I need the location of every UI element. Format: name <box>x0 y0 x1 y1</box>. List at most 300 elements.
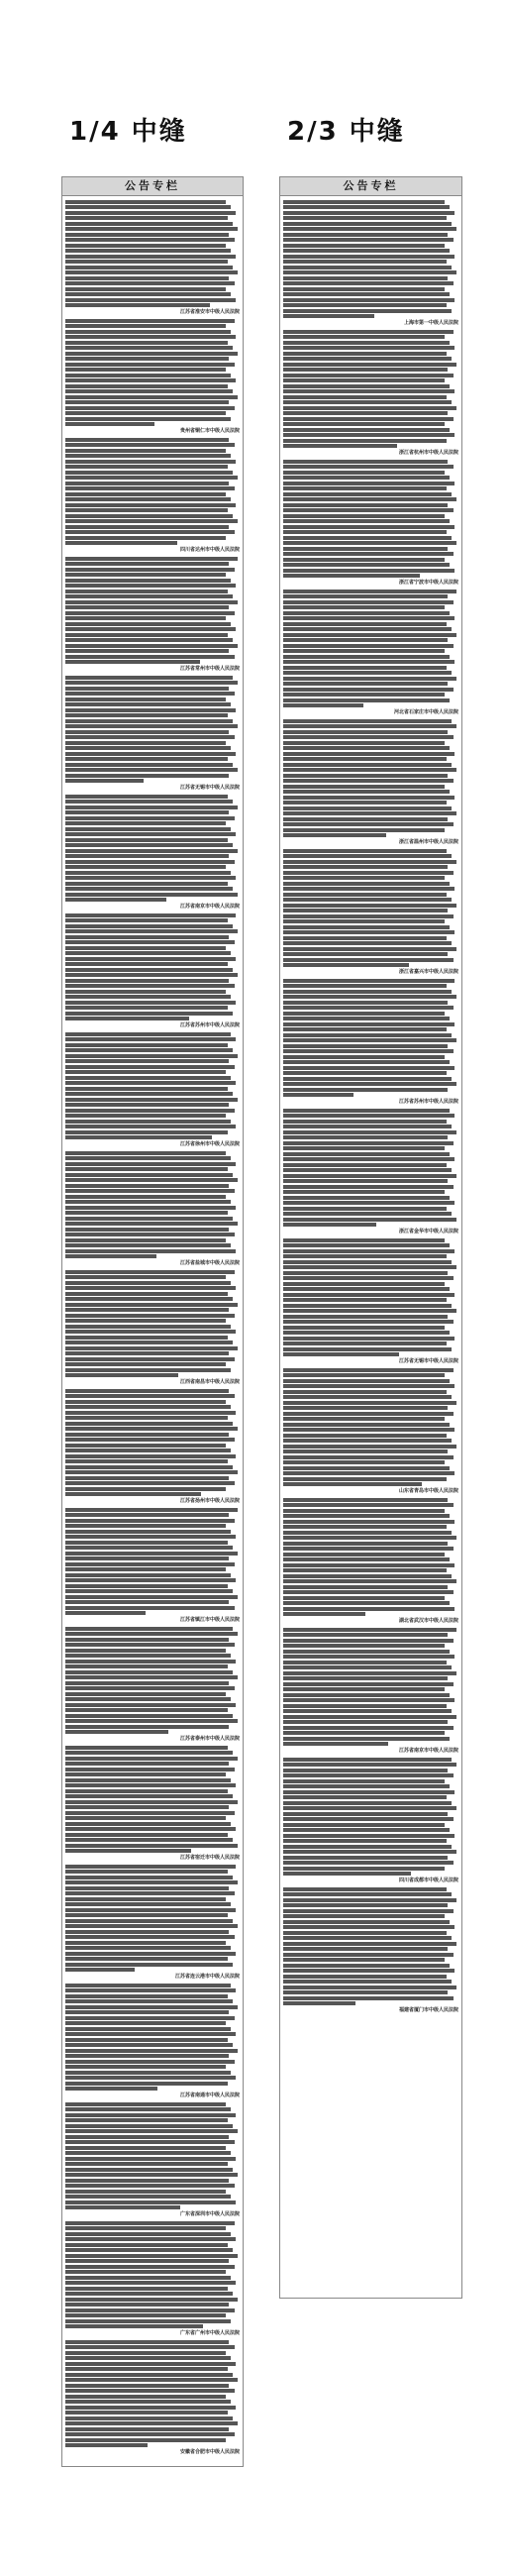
text-line <box>283 1368 454 1372</box>
text-line <box>65 1541 228 1545</box>
text-line <box>283 1909 454 1913</box>
text-line <box>65 562 229 566</box>
text-line <box>65 1492 201 1496</box>
text-line <box>283 1185 454 1189</box>
text-line <box>65 1935 235 1939</box>
text-line <box>65 2076 236 2080</box>
text-line <box>65 774 229 778</box>
text-line <box>283 536 452 540</box>
text-line <box>65 1968 135 1972</box>
court-name: 广东省广州市中级人民法院 <box>179 2329 240 2336</box>
text-line <box>65 2367 228 2371</box>
text-line <box>65 1632 238 1636</box>
text-line <box>283 508 454 512</box>
text-line <box>65 1584 228 1588</box>
text-line <box>65 1930 229 1934</box>
text-line <box>283 569 454 573</box>
text-line <box>283 1872 411 1876</box>
text-line <box>65 627 236 631</box>
text-line <box>65 1535 236 1539</box>
text-line <box>65 1211 228 1215</box>
text-line <box>65 2016 235 2020</box>
text-line <box>283 514 445 518</box>
text-line <box>283 887 454 891</box>
text-line <box>283 1276 454 1280</box>
text-line <box>65 1643 235 1647</box>
text-line <box>283 244 445 248</box>
text-line <box>283 671 452 675</box>
text-line <box>283 660 454 664</box>
notice-item <box>283 1368 458 1495</box>
text-line <box>65 946 226 950</box>
text-line <box>65 1048 233 1052</box>
text-line <box>65 795 228 799</box>
text-line <box>65 2276 231 2280</box>
text-line <box>65 898 166 902</box>
text-line <box>283 849 447 853</box>
text-line <box>65 266 233 269</box>
text-line <box>283 1071 447 1075</box>
text-line <box>65 2205 180 2209</box>
text-line <box>65 497 231 501</box>
text-line <box>65 1081 236 1085</box>
court-name: 江苏省苏州市中级人民法院 <box>179 1021 240 1028</box>
text-line <box>283 995 456 999</box>
notice-text-lines <box>65 1032 240 1140</box>
text-line <box>283 1682 454 1686</box>
text-line <box>65 1524 226 1528</box>
text-line <box>65 1314 235 1318</box>
notice-item <box>65 1032 240 1148</box>
text-line <box>65 335 236 339</box>
court-name: 上海市第一中级人民法院 <box>403 319 458 326</box>
text-line <box>283 1996 454 2000</box>
text-line <box>283 1704 447 1708</box>
text-line <box>283 763 452 767</box>
text-line <box>283 411 448 415</box>
text-line <box>65 1513 229 1517</box>
text-line <box>283 378 445 382</box>
text-line <box>65 962 228 966</box>
text-line <box>283 930 454 934</box>
text-line <box>65 832 236 836</box>
announcement-column-right <box>279 176 462 2299</box>
text-line <box>283 1326 445 1330</box>
text-line <box>283 1109 450 1113</box>
text-line <box>65 2443 148 2447</box>
text-line <box>65 681 238 685</box>
text-line <box>283 1352 399 1356</box>
text-line <box>283 1141 454 1145</box>
text-line <box>283 1347 452 1351</box>
notice-text-lines <box>65 913 240 1021</box>
text-line <box>283 1795 447 1799</box>
text-line <box>283 1212 452 1216</box>
text-line <box>283 1503 454 1507</box>
text-line <box>283 1146 445 1150</box>
text-line <box>65 1778 231 1782</box>
text-line <box>283 1455 454 1459</box>
text-line <box>65 341 228 345</box>
text-line <box>65 2082 228 2086</box>
court-name: 江苏省盐城市中级人民法院 <box>179 1259 240 1266</box>
text-line <box>65 805 238 809</box>
text-line <box>65 1519 235 1523</box>
text-line <box>65 2060 235 2064</box>
text-line <box>283 1254 447 1258</box>
text-line <box>283 1428 454 1432</box>
text-line <box>65 1109 235 1113</box>
text-line <box>283 1055 445 1059</box>
text-line <box>283 1190 445 1194</box>
notice-text-lines <box>65 1389 240 1497</box>
text-line <box>283 1845 452 1849</box>
notice-item <box>65 1151 240 1267</box>
text-line <box>283 984 447 988</box>
text-line <box>65 222 233 226</box>
text-line <box>283 1168 452 1172</box>
text-line <box>283 1304 452 1308</box>
text-line <box>65 1919 233 1923</box>
text-line <box>65 2308 235 2312</box>
text-line <box>283 227 456 231</box>
notice-item <box>65 1627 240 1743</box>
text-line <box>283 281 454 285</box>
notice-text-lines <box>283 1238 458 1357</box>
court-name: 江苏省无锡市中级人民法院 <box>398 1357 458 1364</box>
text-line <box>65 2340 229 2344</box>
notice-text-lines <box>65 557 240 665</box>
notice-text-lines <box>283 1368 458 1487</box>
text-line <box>283 1135 448 1139</box>
text-line <box>283 1563 454 1567</box>
court-name: 江苏省苏州市中级人民法院 <box>398 1098 458 1105</box>
text-line <box>65 1772 226 1776</box>
text-line <box>65 1692 226 1696</box>
text-line <box>65 525 229 529</box>
notice-item <box>283 849 458 976</box>
text-line <box>65 1438 235 1442</box>
text-line <box>283 1163 447 1167</box>
text-line <box>65 1600 229 1604</box>
text-line <box>65 503 236 507</box>
text-line <box>65 741 226 745</box>
text-line <box>283 1986 456 1989</box>
text-line <box>65 1675 238 1679</box>
text-line <box>65 1578 236 1582</box>
text-line <box>65 374 231 377</box>
text-line <box>65 2043 233 2047</box>
text-line <box>65 913 236 917</box>
text-line <box>65 622 231 626</box>
text-line <box>65 2065 226 2069</box>
text-line <box>283 828 445 832</box>
text-line <box>65 211 236 215</box>
text-line <box>65 1794 233 1798</box>
text-line <box>65 821 226 825</box>
text-line <box>283 698 450 702</box>
text-line <box>65 1017 189 1020</box>
text-line <box>65 298 236 302</box>
text-line <box>283 1590 454 1594</box>
text-line <box>65 2438 226 2442</box>
notice-text-lines <box>65 319 240 427</box>
notice-item <box>283 590 458 716</box>
text-line <box>65 1952 236 1956</box>
text-line <box>283 497 456 501</box>
text-line <box>65 541 177 545</box>
text-line <box>283 1293 454 1297</box>
text-line <box>65 1686 235 1690</box>
text-line <box>65 918 228 922</box>
text-line <box>65 1941 226 1945</box>
text-line <box>65 492 226 496</box>
text-line <box>283 688 454 692</box>
text-line <box>65 1725 229 1729</box>
text-line <box>283 914 454 918</box>
text-line <box>65 2237 236 2241</box>
text-line <box>65 2118 228 2122</box>
text-line <box>65 590 228 593</box>
text-line <box>65 465 228 469</box>
text-line <box>283 1282 445 1286</box>
text-line <box>65 417 231 421</box>
text-line <box>65 1670 233 1674</box>
text-line <box>65 860 235 864</box>
text-line <box>283 200 445 204</box>
text-line <box>283 594 448 598</box>
text-line <box>283 860 456 864</box>
text-line <box>65 1228 229 1232</box>
text-line <box>65 649 229 653</box>
text-line <box>65 519 238 523</box>
text-line <box>65 200 226 204</box>
text-line <box>65 1151 226 1155</box>
text-line <box>65 1876 233 1879</box>
text-line <box>283 1157 454 1161</box>
text-line <box>283 1892 452 1896</box>
notice-text-lines <box>283 979 458 1098</box>
notice-item <box>65 676 240 792</box>
notice-item <box>65 200 240 316</box>
text-line <box>65 1783 236 1787</box>
text-line <box>283 1607 454 1611</box>
text-line <box>65 692 235 696</box>
text-line <box>283 1022 454 1026</box>
text-line <box>283 1082 456 1086</box>
text-line <box>65 1664 228 1668</box>
text-line <box>65 1178 238 1182</box>
text-line <box>283 1720 448 1724</box>
text-line <box>283 605 445 609</box>
text-line <box>65 1336 228 1340</box>
notice-text-lines <box>283 1887 458 2006</box>
text-line <box>283 476 450 480</box>
text-line <box>283 1850 456 1854</box>
text-line <box>65 579 231 583</box>
text-line <box>65 882 228 886</box>
text-line <box>65 713 228 717</box>
text-line <box>65 644 238 648</box>
notice-item <box>283 979 458 1106</box>
text-line <box>65 1567 226 1571</box>
text-line <box>65 2427 229 2431</box>
text-line <box>65 1054 238 1058</box>
notice-item <box>283 719 458 846</box>
text-line <box>65 1065 235 1069</box>
text-line <box>283 525 454 529</box>
text-line <box>65 1389 229 1393</box>
text-line <box>65 2168 233 2172</box>
text-line <box>65 1243 231 1247</box>
text-line <box>65 406 235 410</box>
court-name: 江苏省宿迁市中级人民法院 <box>179 1854 240 1861</box>
text-line <box>283 547 448 551</box>
text-line <box>65 1902 231 1906</box>
text-line <box>283 1975 447 1979</box>
text-line <box>283 633 456 637</box>
text-line <box>65 995 231 999</box>
text-line <box>65 827 231 831</box>
text-line <box>65 1573 231 1577</box>
text-line <box>283 958 454 962</box>
text-line <box>283 735 454 739</box>
notice-text-lines <box>283 460 458 579</box>
text-line <box>283 384 450 388</box>
text-line <box>65 1449 231 1452</box>
text-line <box>65 2173 238 2177</box>
notice-item <box>65 913 240 1029</box>
text-line <box>65 1330 236 1334</box>
text-line <box>65 281 235 285</box>
text-line <box>65 638 233 642</box>
text-line <box>65 984 235 988</box>
text-line <box>65 1357 235 1361</box>
text-line <box>65 1373 178 1377</box>
text-line <box>65 2243 228 2247</box>
text-line <box>65 384 228 388</box>
text-line <box>65 482 229 485</box>
court-name: 安徽省合肥市中级人民法院 <box>179 2448 240 2455</box>
text-line <box>283 1742 388 1746</box>
notice-item <box>65 438 240 554</box>
text-line <box>65 611 235 615</box>
text-line <box>283 395 447 399</box>
notice-text-lines <box>283 719 458 838</box>
notice-item <box>283 1887 458 2014</box>
text-line <box>65 849 238 853</box>
text-line <box>65 1454 236 1458</box>
notice-item <box>283 1628 458 1755</box>
text-line <box>65 573 226 577</box>
notice-item <box>65 557 240 673</box>
text-line <box>65 605 229 609</box>
text-line <box>283 1265 456 1269</box>
text-line <box>283 806 452 810</box>
text-line <box>283 292 450 296</box>
text-line <box>283 590 456 593</box>
notice-item <box>65 2102 240 2218</box>
text-line <box>283 1434 447 1438</box>
text-line <box>65 1043 228 1047</box>
text-line <box>283 1093 354 1097</box>
text-line <box>283 1006 454 1010</box>
text-line <box>283 1737 450 1741</box>
text-line <box>283 1384 454 1388</box>
text-line <box>65 1303 238 1307</box>
text-line <box>65 838 228 842</box>
text-line <box>65 2298 238 2302</box>
text-line <box>283 471 445 475</box>
text-line <box>283 871 454 875</box>
text-line <box>283 925 450 929</box>
text-line <box>283 1806 456 1810</box>
text-line <box>65 1880 238 1884</box>
text-line <box>65 1827 236 1831</box>
court-name: 浙江省温州市中级人民法院 <box>398 838 458 845</box>
text-line <box>65 1913 228 1917</box>
text-line <box>65 205 231 209</box>
text-line <box>283 898 452 902</box>
text-line <box>65 1638 229 1642</box>
text-line <box>65 702 231 706</box>
text-line <box>65 1032 231 1036</box>
notice-text-lines <box>65 2340 240 2448</box>
text-line <box>65 1103 229 1107</box>
text-line <box>65 735 235 739</box>
text-line <box>283 1779 445 1783</box>
text-line <box>65 1508 238 1512</box>
text-line <box>65 330 231 334</box>
text-line <box>283 428 450 432</box>
text-line <box>65 1957 228 1961</box>
text-line <box>283 893 447 897</box>
text-line <box>65 255 236 259</box>
text-line <box>65 1162 236 1166</box>
text-line <box>65 935 229 939</box>
text-line <box>283 1969 454 1973</box>
text-line <box>65 1470 238 1474</box>
text-line <box>283 1557 450 1561</box>
notice-text-lines <box>65 1508 240 1616</box>
text-line <box>65 2313 226 2317</box>
text-line <box>65 1325 231 1329</box>
text-line <box>65 1660 236 1664</box>
text-line <box>65 951 231 955</box>
text-line <box>65 810 229 814</box>
text-line <box>283 1320 454 1324</box>
text-line <box>283 644 454 648</box>
text-line <box>65 1886 229 1890</box>
court-name: 江西省南昌市中级人民法院 <box>179 1378 240 1385</box>
text-line <box>283 1130 456 1134</box>
text-line <box>65 2345 235 2349</box>
court-name: 浙江省嘉兴市中级人民法院 <box>398 968 458 975</box>
notice-text-lines <box>283 1109 458 1228</box>
text-line <box>65 1697 231 1701</box>
text-line <box>65 2195 231 2199</box>
text-line <box>65 757 228 761</box>
notice-text-lines <box>283 330 458 449</box>
notice-text-lines <box>65 1151 240 1259</box>
text-line <box>283 287 445 291</box>
text-line <box>65 1200 231 1204</box>
text-line <box>65 2356 231 2360</box>
text-line <box>65 1924 238 1928</box>
text-line <box>65 244 226 248</box>
text-line <box>283 1066 454 1070</box>
text-line <box>65 1768 235 1771</box>
